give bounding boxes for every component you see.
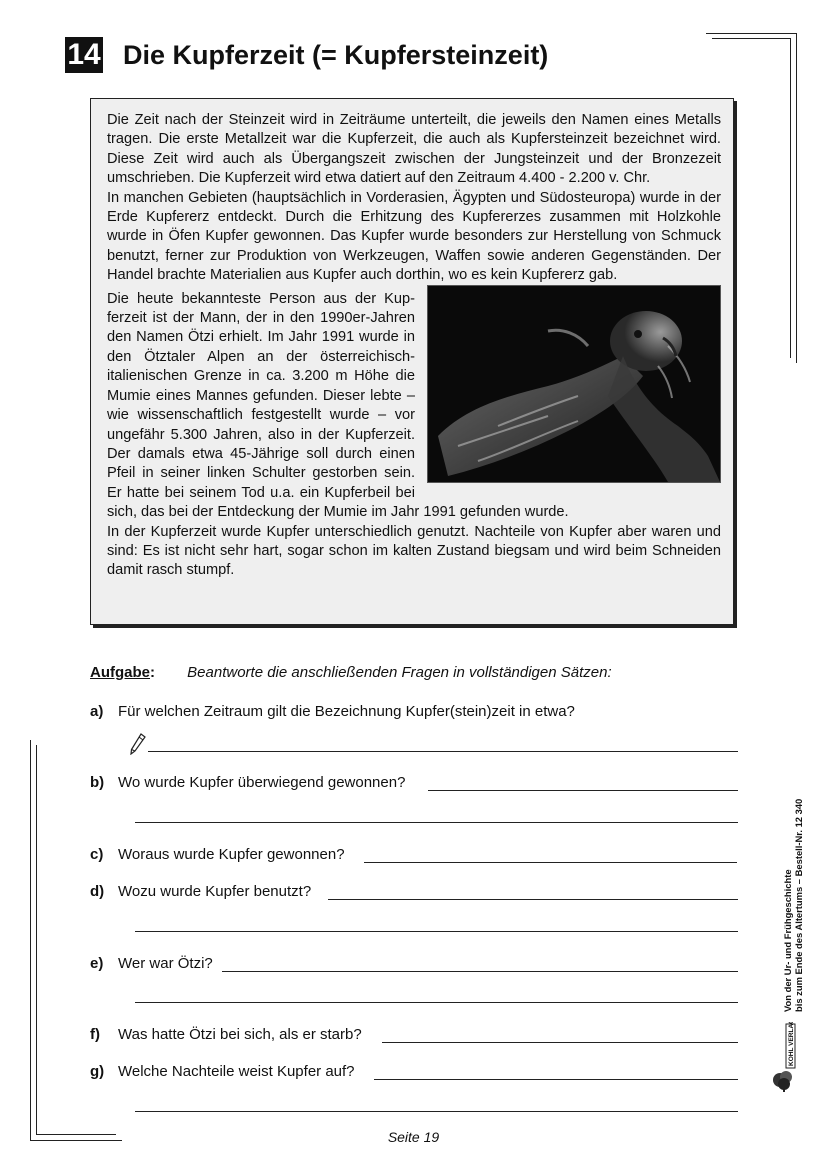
page-title: Die Kupferzeit (= Kupfersteinzeit) bbox=[123, 40, 549, 70]
publisher-logo bbox=[770, 1022, 802, 1099]
answer-line[interactable] bbox=[374, 1079, 738, 1080]
task-label: Aufgabe bbox=[90, 664, 150, 681]
answer-line[interactable] bbox=[428, 790, 738, 791]
question-text: Woraus wurde Kupfer gewonnen? bbox=[118, 846, 345, 863]
question-letter: f) bbox=[90, 1026, 100, 1043]
pencil-icon bbox=[130, 733, 146, 760]
info-paragraph: In der Kupferzeit wurde Kupfer unterschiedlich genutzt. Nachteile von Kupfer aber waren und sind: Es ist nicht sehr hart, sogar schon im kalten Zustand biegsam und wird beim Schneiden damit rasch stumpf. bbox=[107, 523, 721, 579]
answer-line[interactable] bbox=[135, 822, 738, 823]
question-letter: c) bbox=[90, 846, 104, 863]
answer-line[interactable] bbox=[222, 971, 738, 972]
question-c bbox=[90, 846, 345, 863]
answer-line[interactable] bbox=[135, 1111, 738, 1112]
question-g bbox=[90, 1063, 355, 1080]
answer-line[interactable] bbox=[364, 862, 737, 863]
otzi-mummy-photo bbox=[427, 285, 721, 483]
question-letter: a) bbox=[90, 703, 104, 720]
question-f bbox=[90, 1026, 362, 1043]
question-b bbox=[90, 774, 405, 791]
chapter-number: 14 bbox=[65, 37, 103, 73]
logo-text: KOHL VERLAG bbox=[788, 1022, 795, 1066]
info-paragraph: Die heute bekannteste Person aus der Kupferzeit ist der Mann, der in den 1990er-Jahren den Namen Ötzi erhielt. Im Jahr 1991 wurde in den Ötztaler Alpen an der österreichisch-italienischen Grenze in ca. 3.200 m Höhe die Mumie eines Mannes gefunden. Dieser lebte – wie wissenschaftlich festgestellt wurde – vor ungefähr 5.300 Jahren, also in der Kupferzeit. Der damals etwa 45-Jährige soll durch einen Pfeil in seiner linken Schulter gestorben sein. Er hatte bei seinem Tod u.a. ein Kupferbeil bei sich, das bei der Entdeckung der Mumie im Jahr 1991 gefunden wurde. bbox=[107, 290, 569, 521]
side-text-line: Von der Ur- und Frühgeschichte bbox=[782, 869, 793, 1012]
frame-line bbox=[30, 740, 31, 1140]
question-text: Was hatte Ötzi bei sich, als er starb? bbox=[118, 1026, 362, 1043]
question-text: Welche Nachteile weist Kupfer auf? bbox=[118, 1063, 355, 1080]
frame-line bbox=[706, 33, 796, 34]
side-text-line: bis zum Ende des Altertums – Bestell-Nr. 12 340 bbox=[793, 798, 804, 1012]
task-heading bbox=[90, 664, 612, 681]
frame-line bbox=[790, 38, 791, 358]
question-letter: d) bbox=[90, 883, 105, 900]
info-box bbox=[90, 98, 734, 625]
question-e bbox=[90, 955, 213, 972]
question-d bbox=[90, 883, 311, 900]
answer-line[interactable] bbox=[135, 931, 738, 932]
page-number: Seite 19 bbox=[387, 1129, 440, 1145]
answer-line[interactable] bbox=[135, 1002, 738, 1003]
frame-line bbox=[36, 745, 37, 1135]
mummy-illustration bbox=[428, 286, 720, 482]
question-text: Wer war Ötzi? bbox=[118, 955, 213, 972]
frame-line bbox=[712, 38, 790, 39]
question-text: Wo wurde Kupfer überwiegend gewonnen? bbox=[118, 774, 406, 791]
info-paragraph: Die Zeit nach der Steinzeit wird in Zeiträume unterteilt, die jeweils den Namen eines Metalls tragen. Die erste Metallzeit war die Kupferzeit, die auch als Kupfersteinzeit bezeichnet wird. Diese Zeit wird auch als Übergangszeit zwischen der Jungsteinzeit und der Bronzezeit umschrieben. Die Kupferzeit wird etwa datiert auf den Zeitraum 4.400 - 2.200 v. Chr. bbox=[107, 112, 721, 187]
publisher-side-text bbox=[782, 712, 816, 1012]
frame-line bbox=[796, 33, 797, 363]
question-letter: e) bbox=[90, 955, 104, 972]
task-instruction: Beantworte die anschließenden Fragen in vollständigen Sätzen: bbox=[187, 664, 612, 681]
task-colon: : bbox=[150, 664, 155, 681]
question-a bbox=[90, 703, 575, 720]
info-paragraph: In manchen Gebieten (hauptsächlich in Vorderasien, Ägypten und Südosteuropa) wurde in der Erde Kupfererz entdeckt. Durch die Erhitzung des Kupfererzes zusammen mit Holzkohle wurde in Öfen Kupfer gewonnen. Das Kupfer wurde besonders zur Herstellung von Schmuck benutzt, ferner zur Produktion von Werkzeugen, Waffen sowie anderen Gegenständen. Der Handel brachte Materialien aus Kupfer auch dorthin, wo es kein Kupfererz gab. bbox=[107, 189, 721, 284]
answer-line[interactable] bbox=[382, 1042, 738, 1043]
answer-line[interactable] bbox=[328, 899, 738, 900]
answer-line[interactable] bbox=[148, 751, 738, 752]
question-text: Wozu wurde Kupfer benutzt? bbox=[118, 883, 312, 900]
question-letter: g) bbox=[90, 1063, 105, 1080]
question-text: Für welchen Zeitraum gilt die Bezeichnung Kupfer(stein)zeit in etwa? bbox=[118, 703, 575, 720]
question-letter: b) bbox=[90, 774, 105, 791]
